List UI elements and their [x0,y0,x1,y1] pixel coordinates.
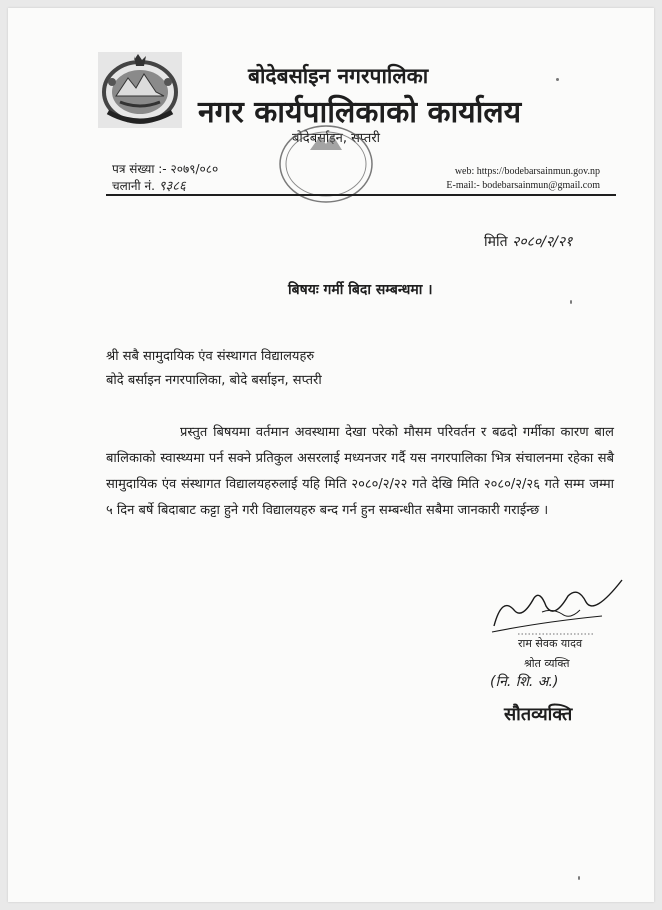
scan-speck [570,300,572,304]
signatory-name: राम सेवक यादव [518,637,583,650]
letter-number-label: पत्र संख्या :- [112,162,167,176]
letter-number [112,160,218,177]
date-value: २०८०/२/२१ [512,234,573,250]
recipient-line-1: श्री सबै सामुदायिक एंव संस्थागत विद्यालयहरु [106,349,315,364]
email-link[interactable]: E-mail:- bodebarsainmun@gmail.com [446,180,600,191]
letter-page [8,8,654,902]
office-location: बोदेबर्साइन, सप्तरी [292,131,381,146]
nepal-government-emblem-icon [98,52,182,128]
letter-date [484,232,572,251]
dispatch-number [112,176,186,194]
dispatch-number-value: ९३८६ [158,179,186,194]
signatory-handwritten-note: (नि. शि. अ.) [490,674,559,690]
date-label: मिति [484,234,508,250]
dispatch-number-label: चलानी नं. [112,179,155,193]
letter-body: प्रस्तुत बिषयमा वर्तमान अवस्थामा देखा परेको मौसम परिवर्तन र बढदो गर्मीका कारण बाल बालिकाको स्वास्थ्यमा पर्न सक्ने प्रतिकुल असरलाई मध्यनजर गर्दै यस नगरपालिका भित्र संचालनमा रहेका सबै सामुदायिक एंव संस्थागत विद्यालयहरुलाई यहि मिति २०८०/२/२२ गते देखि मिति २०८०/२/२६ गते सम्म जम्मा ५ दिन बर्षे बिदाबाट कट्टा हुने गरी विद्यालयहरु बन्द गर्न हुन सम्बन्धीत सबैमा जानकारी गराईन्छ । [106,425,614,518]
office-name: नगर कार्यपालिकाको कार्यालय [198,95,522,130]
website-link[interactable]: web: https://bodebarsainmun.gov.np [454,166,600,177]
letter-subject: बिषयः गर्मी बिदा सम्बन्धमा । [288,282,433,298]
letter-number-value: २०७९/०८० [170,162,219,176]
signatory-role: श्रोत व्यक्ति [524,657,570,670]
recipient-line-2: बोदे बर्साइन नगरपालिका, बोदे बर्साइन, सप्तरी [106,373,322,388]
scan-speck [578,876,580,880]
scan-speck [556,78,559,81]
official-stamp-icon [266,114,386,214]
municipality-name: बोदेबर्साइन नगरपालिका [248,64,429,88]
signatory-title: सौतव्यक्ति [504,704,573,725]
handwritten-signature-icon [482,576,632,638]
header-divider [106,194,616,196]
